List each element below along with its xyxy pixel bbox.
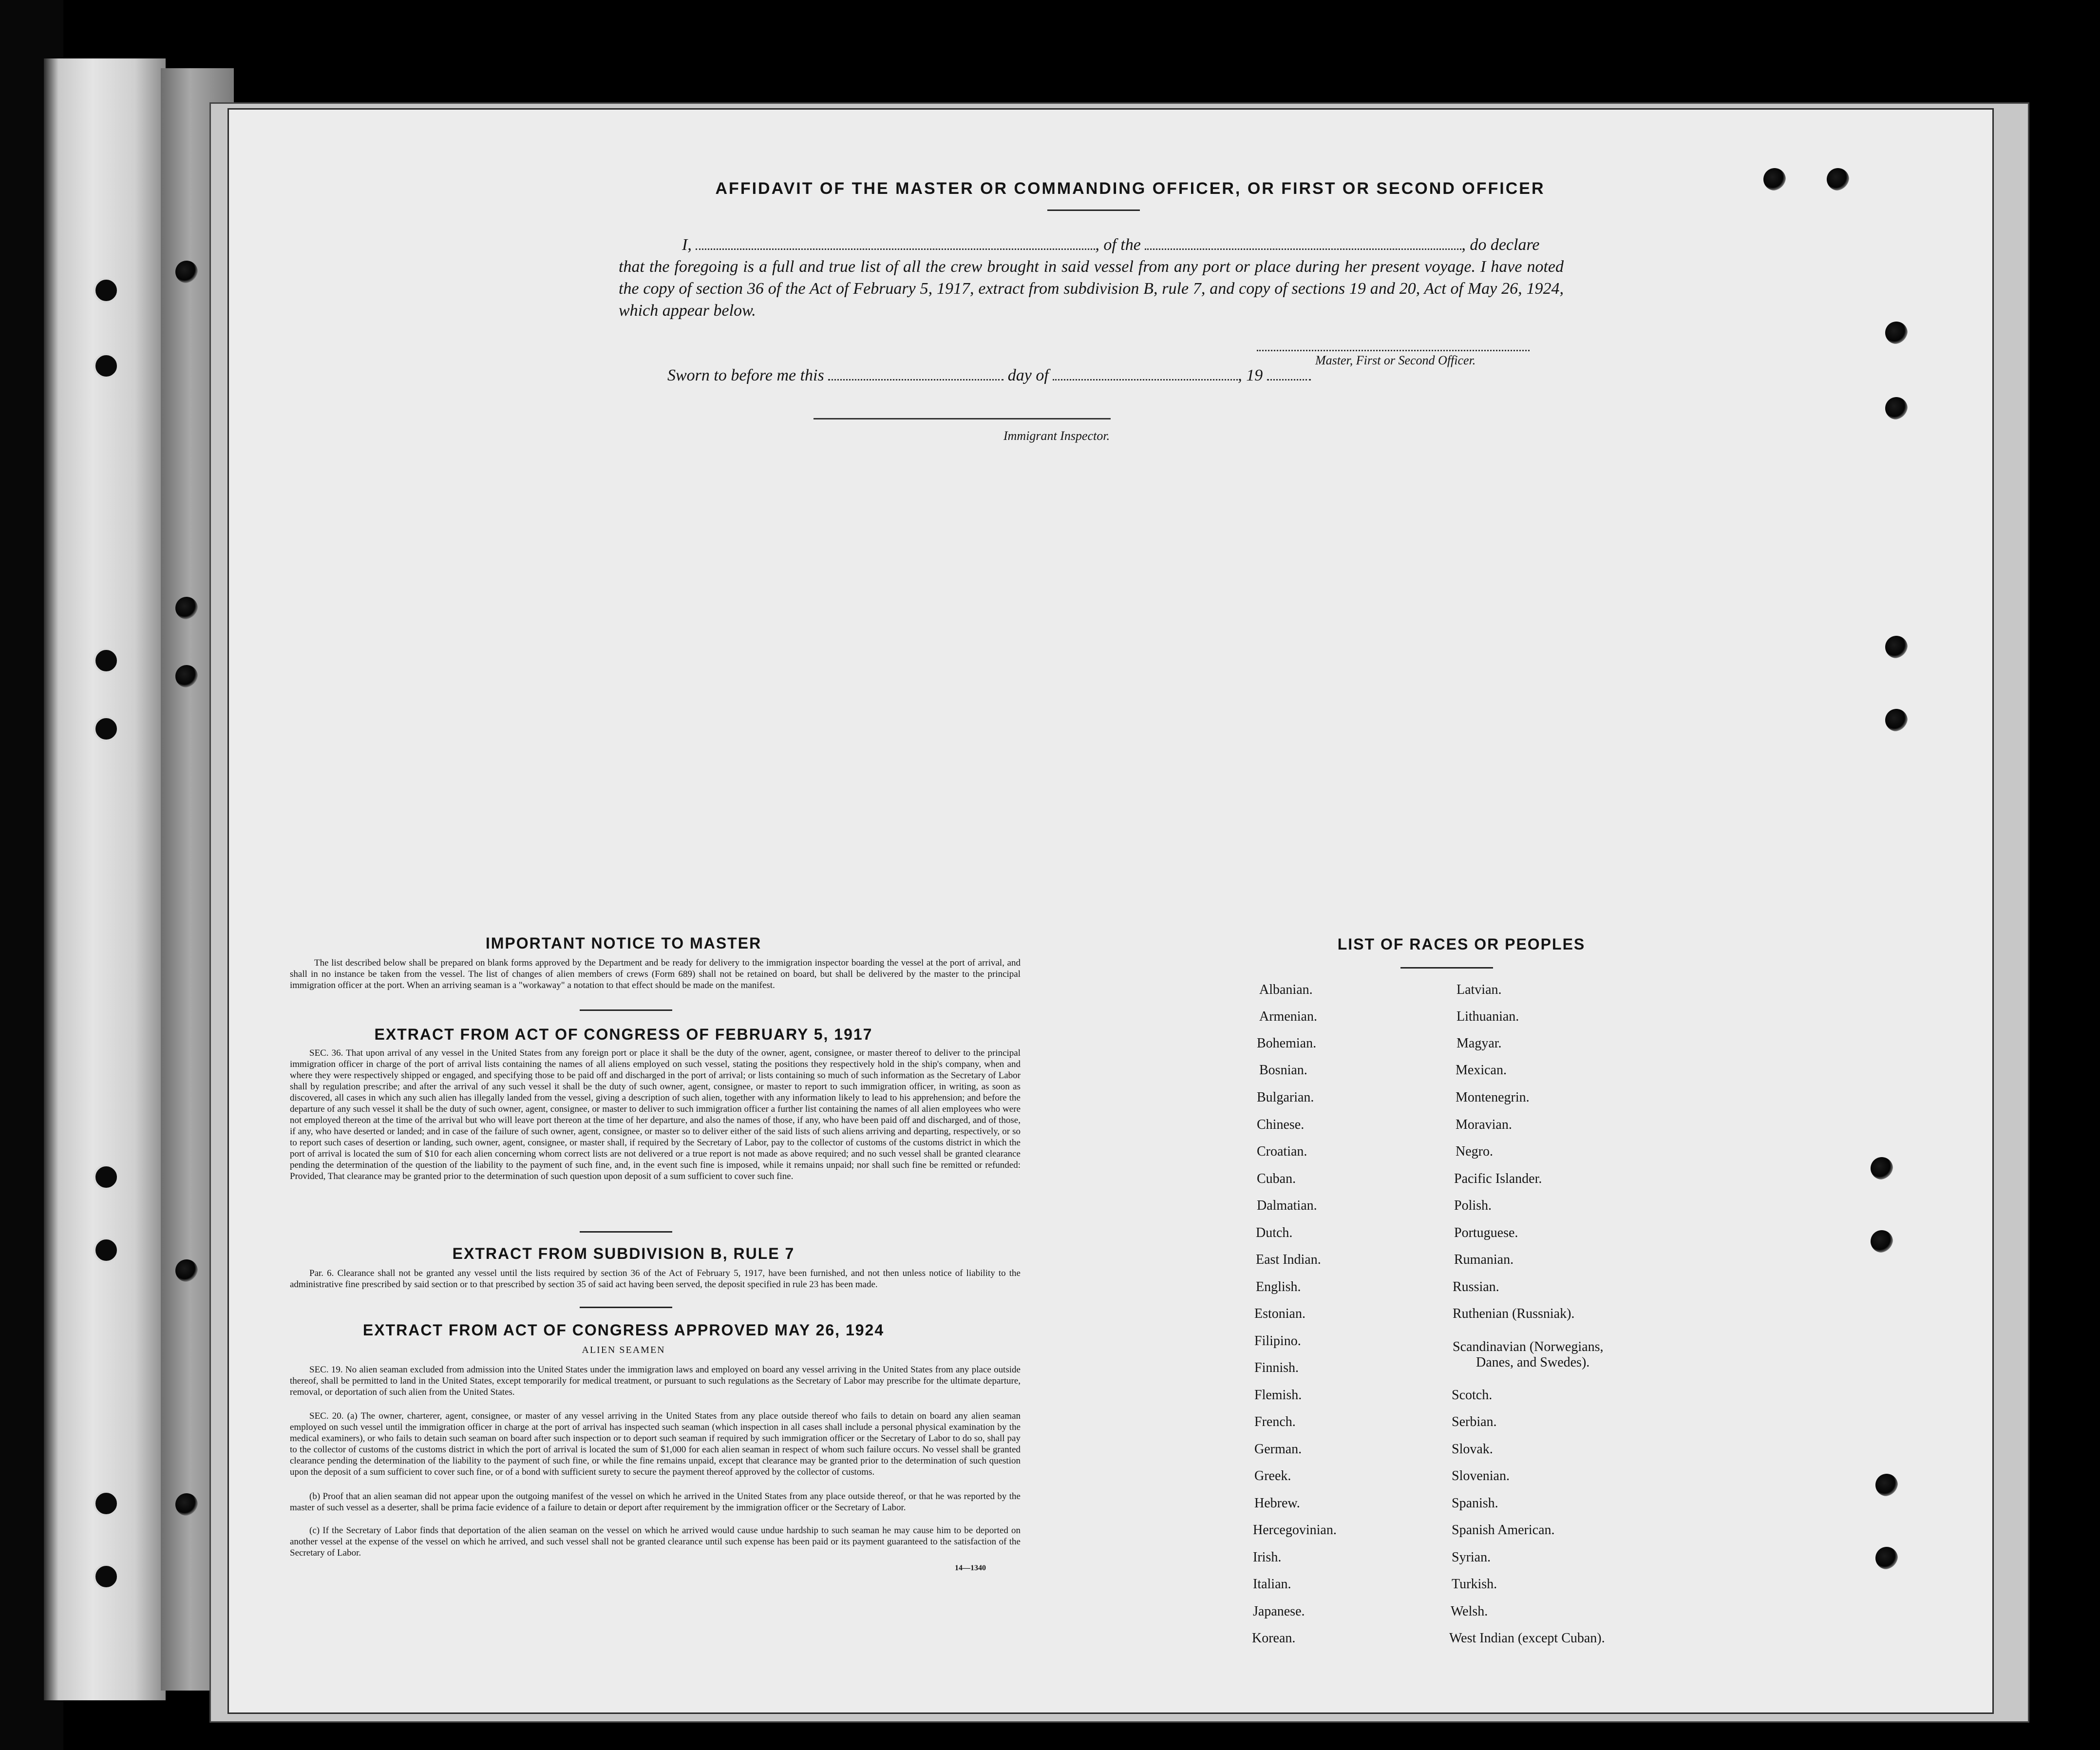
race-item: Pacific Islander. bbox=[1454, 1171, 1542, 1186]
punch-hole-icon bbox=[1763, 168, 1786, 190]
race-item: French. bbox=[1254, 1414, 1296, 1429]
affidavit-of-the: , of the bbox=[1095, 236, 1141, 254]
affidavit-title: AFFIDAVIT OF THE MASTER OR COMMANDING OFFICER, OR FIRST OR SECOND OFFICER bbox=[715, 179, 1545, 198]
day-of-label: day of bbox=[1007, 366, 1049, 384]
name-blank[interactable] bbox=[696, 236, 1095, 250]
extract-1924-sec20c: (c) If the Secretary of Labor finds that deportation of the alien seaman on the vessel on which he arrived would cause undue hardship to such seaman he may cause him to be deported on another vessel at the expense of the vessel on which he arrived, and such vessel shall not be granted clearance until such expense has been paid or its payment guaranteed to the satisfaction of the Secretary of Labor. bbox=[290, 1525, 1021, 1558]
extract-1924-title: EXTRACT FROM ACT OF CONGRESS APPROVED MAY 26, 1924 bbox=[362, 1321, 885, 1339]
binder-strip bbox=[44, 58, 166, 1700]
inspector-signature-label: Immigrant Inspector. bbox=[1003, 429, 1110, 443]
punch-hole-icon bbox=[1885, 322, 1908, 344]
binder-hole-icon bbox=[94, 716, 119, 742]
race-item: Negro. bbox=[1456, 1144, 1493, 1159]
race-item: English. bbox=[1256, 1279, 1301, 1294]
race-item: West Indian (except Cuban). bbox=[1449, 1631, 1605, 1646]
extract-1924-sec19: SEC. 19. No alien seaman excluded from admission into the United States under the immigration laws and employed on board any vessel arriving in the United States from any place outside thereof, shall be permitted to land in the United States, except temporarily for medical treatment, or pursuant to such regulations as the Secretary of Labor may prescribe for the ultimate departure, removal, or deportation of such alien from the United States. bbox=[290, 1365, 1021, 1397]
affidavit-i: I, bbox=[682, 236, 692, 254]
extract-1924-sec20b: (b) Proof that an alien seaman did not appear upon the outgoing manifest of the vessel on which he arrived in the United States from any place outside thereof, or that he was reported by the master of such vessel as a deserter, shall be prima facie evidence of a failure to detain or deport after requirement by the immigration officer or the Secretary of Labor. bbox=[290, 1491, 1021, 1513]
race-item: East Indian. bbox=[1256, 1252, 1321, 1267]
race-item: Bosnian. bbox=[1259, 1063, 1307, 1078]
race-item: Irish. bbox=[1253, 1550, 1282, 1565]
inspector-signature-line[interactable] bbox=[814, 418, 1111, 419]
affidavit-statement bbox=[619, 234, 1564, 322]
race-item: Ruthenian (Russniak). bbox=[1453, 1306, 1575, 1321]
extract-1917-text: SEC. 36. That upon arrival of any vessel in the United States from any foreign port or place it shall be the duty of the owner, agent, consignee, or master thereof to deliver to the principal immigration officer in charge of the port of arrival lists containing the names of all aliens employed on such vessel, stating the positions they respectively hold in the ship's company, when and where they were respectively shipped or engaged, and specifying those to be paid off and discharged in the port of arrival; or lists containing so much of such information as the Secretary of Labor shall by regulation prescribe; and after the arrival of any such vessel it shall be the duty of such owner, agent, consignee, or master to report to such immigration officer, in writing, as soon as discovered, all cases in which any such alien has illegally landed from the vessel, giving a description of such alien, together with any information likely to lead to his apprehension; and before the departure of any such vessel it shall be the duty of such owner, agent, consignee, or master to deliver to such immigration officer a further list containing the names of all alien employees who were not employed thereon at the time of the arrival but who will leave port thereon at the time of her departure, and also the names of those, if any, who have been paid off and discharged, and of those, if any, who have deserted or landed; and in case of the failure of such owner, agent, consignee, or master so to deliver either of the said lists of such aliens arriving and departing, respectively, or so to report such cases of desertion or landing, such owner, agent, consignee, or master shall, if required by the Secretary of Labor, pay to the collector of customs of the customs district in which the port of arrival is located the sum of $10 for each alien concerning whom correct lists are not delivered or a true report is not made as above required; and no such vessel shall be granted clearance pending the determination of the question of the liability to the payment of such fine, and, in the event such fine is imposed, while it remains unpaid; nor shall such fine be remitted or refunded: Provided, That clearance may be granted prior to the determination of such question upon deposit of a sum sufficient to cover such fine. bbox=[290, 1048, 1021, 1181]
race-item: Slovenian. bbox=[1452, 1468, 1510, 1484]
races-title: LIST OF RACES OR PEOPLES bbox=[1337, 935, 1586, 953]
race-item: Hebrew. bbox=[1254, 1496, 1300, 1511]
notice-title: IMPORTANT NOTICE TO MASTER bbox=[485, 934, 762, 952]
race-item: Albanian. bbox=[1259, 982, 1313, 997]
race-item: Croatian. bbox=[1257, 1144, 1307, 1159]
punch-hole-icon bbox=[1885, 709, 1908, 731]
race-item: Montenegrin. bbox=[1456, 1090, 1530, 1105]
race-item: Italian. bbox=[1253, 1577, 1291, 1592]
punch-hole-icon bbox=[175, 261, 198, 283]
binder-hole-icon bbox=[94, 1237, 119, 1263]
extract-rule7-text: Par. 6. Clearance shall not be granted any vessel until the lists required by section 36 of the Act of February 5, 1917, have been furnished, and not then unless notice of liability to the administrative fine prescribed by said section or to that prescribed by section 35 of said act having been served, the deposit specified in rule 23 has been made. bbox=[290, 1268, 1021, 1290]
extract-rule7-rule bbox=[580, 1307, 672, 1308]
race-item: Turkish. bbox=[1452, 1577, 1497, 1592]
race-item: Mexican. bbox=[1456, 1063, 1507, 1078]
sworn-line bbox=[667, 366, 1311, 385]
title-rule bbox=[1047, 209, 1140, 211]
affidavit-first-line bbox=[619, 234, 1564, 256]
binder-hole-icon bbox=[94, 353, 119, 379]
race-item: Welsh. bbox=[1451, 1604, 1488, 1619]
race-item: Russian. bbox=[1453, 1279, 1499, 1294]
race-item: Korean. bbox=[1252, 1631, 1296, 1646]
race-item: Bulgarian. bbox=[1257, 1090, 1314, 1105]
binder-hole-icon bbox=[94, 1491, 119, 1516]
race-item: Estonian. bbox=[1254, 1306, 1305, 1321]
race-item: Spanish American. bbox=[1452, 1522, 1555, 1538]
vessel-blank[interactable] bbox=[1145, 236, 1461, 250]
notice-rule bbox=[580, 1009, 672, 1011]
race-item: Spanish. bbox=[1452, 1496, 1498, 1511]
punch-hole-icon bbox=[175, 1259, 198, 1282]
race-item: Dalmatian. bbox=[1257, 1198, 1317, 1213]
punch-hole-icon bbox=[1827, 168, 1849, 190]
sworn-year-blank[interactable] bbox=[1267, 366, 1311, 380]
race-item: Japanese. bbox=[1253, 1604, 1305, 1619]
race-item: Filipino. bbox=[1254, 1333, 1301, 1349]
punch-hole-icon bbox=[1885, 397, 1908, 419]
punch-hole-icon bbox=[175, 665, 198, 687]
punch-hole-icon bbox=[1875, 1547, 1898, 1569]
punch-hole-icon bbox=[175, 1493, 198, 1516]
binder-hole-icon bbox=[94, 1164, 119, 1190]
master-signature-label: Master, First or Second Officer. bbox=[1315, 353, 1476, 367]
race-item: Slovak. bbox=[1452, 1442, 1493, 1457]
binder-hole-icon bbox=[94, 278, 119, 303]
race-item: Greek. bbox=[1254, 1468, 1291, 1484]
race-item: Serbian. bbox=[1452, 1414, 1497, 1429]
binder-hole-icon bbox=[94, 648, 119, 673]
extract-rule7-title: EXTRACT FROM SUBDIVISION B, RULE 7 bbox=[452, 1245, 795, 1262]
race-item: Lithuanian. bbox=[1457, 1009, 1519, 1024]
punch-hole-icon bbox=[175, 597, 198, 619]
form-number: 14—1340 bbox=[955, 1564, 986, 1572]
race-item: Flemish. bbox=[1254, 1388, 1302, 1403]
race-item: Cuban. bbox=[1257, 1171, 1296, 1186]
races-rule bbox=[1400, 967, 1493, 969]
binder-hole-icon bbox=[94, 1564, 119, 1589]
race-item: Syrian. bbox=[1452, 1550, 1491, 1565]
year-label: , 19 bbox=[1238, 366, 1263, 384]
race-item: Finnish. bbox=[1254, 1360, 1299, 1375]
affidavit-do-declare: , do declare bbox=[1461, 236, 1540, 254]
punch-hole-icon bbox=[1871, 1157, 1893, 1179]
extract-1917-title: EXTRACT FROM ACT OF CONGRESS OF FEBRUARY 5, 1917 bbox=[374, 1026, 873, 1043]
race-item: Latvian. bbox=[1457, 982, 1502, 997]
sworn-label: Sworn to before me this bbox=[667, 366, 824, 384]
race-item: Polish. bbox=[1454, 1198, 1492, 1213]
race-item: Portuguese. bbox=[1454, 1225, 1518, 1240]
punch-hole-icon bbox=[1885, 636, 1908, 658]
sworn-day-blank[interactable] bbox=[828, 366, 1003, 380]
race-item: Magyar. bbox=[1457, 1036, 1502, 1051]
race-item: Moravian. bbox=[1456, 1117, 1512, 1132]
notice-text: The list described below shall be prepared on blank forms approved by the Department and be ready for delivery to the immigration inspector boarding the vessel at the port of arrival, and shall in no instance be taken from the vessel. The list of changes of alien members of crews (Form 689) shall not be retained on board, but shall be delivered by the master to the principal immigration officer at the port. When an arriving seaman is a "workaway" a notation to that effect should be made on the manifest. bbox=[290, 958, 1021, 990]
race-item: Danes, and Swedes). bbox=[1476, 1355, 1590, 1370]
extract-1917-rule bbox=[580, 1231, 672, 1233]
master-signature-line[interactable] bbox=[1257, 350, 1530, 351]
race-item: Bohemian. bbox=[1257, 1036, 1317, 1051]
race-item: German. bbox=[1254, 1442, 1302, 1457]
extract-1924-sec20a: SEC. 20. (a) The owner, charterer, agent, consignee, or master of any vessel arriving in the United States from any place outside thereof who fails to detain on board any alien seaman employed on such vessel until the immigration officer in charge at the port of arrival has inspected such seaman (which inspection in all cases shall include a personal physical examination by the medical examiners), or who fails to detain such seaman on board after such inspection or to deport such seaman if required by such immigration officer or the Secretary of Labor to do so, shall pay to the collector of customs of the customs district in which the port of arrival is located the sum of $1,000 for each alien seaman in respect of whom such failure occurs. No vessel shall be granted clearance pending the determination of the liability to the payment of such fine, or while the fine remains unpaid, except that clearance may be granted prior to the determination of such question upon the deposit of a sum sufficient to cover such fine, or of a bond with sufficient surety to secure the payment thereof approved by the collector of customs. bbox=[290, 1411, 1021, 1477]
race-item: Chinese. bbox=[1257, 1117, 1305, 1132]
race-item: Dutch. bbox=[1256, 1225, 1293, 1240]
race-item: Scandinavian (Norwegians, bbox=[1453, 1339, 1604, 1354]
extract-1924-subtitle: ALIEN SEAMEN bbox=[582, 1345, 665, 1355]
punch-hole-icon bbox=[1875, 1474, 1898, 1496]
sworn-month-blank[interactable] bbox=[1053, 366, 1238, 380]
punch-hole-icon bbox=[1871, 1230, 1893, 1253]
affidavit-body: that the foregoing is a full and true list of all the crew brought in said vessel from any port or place during her present voyage. I have noted the copy of section 36 of the Act of February 5, 1917, extract from subdivision B, rule 7, and copy of sections 19 and 20, Act of May 26, 1924, which appear below. bbox=[619, 258, 1564, 320]
race-item: Armenian. bbox=[1259, 1009, 1317, 1024]
race-item: Rumanian. bbox=[1454, 1252, 1514, 1267]
race-item: Hercegovinian. bbox=[1253, 1522, 1337, 1538]
race-item: Scotch. bbox=[1452, 1388, 1493, 1403]
